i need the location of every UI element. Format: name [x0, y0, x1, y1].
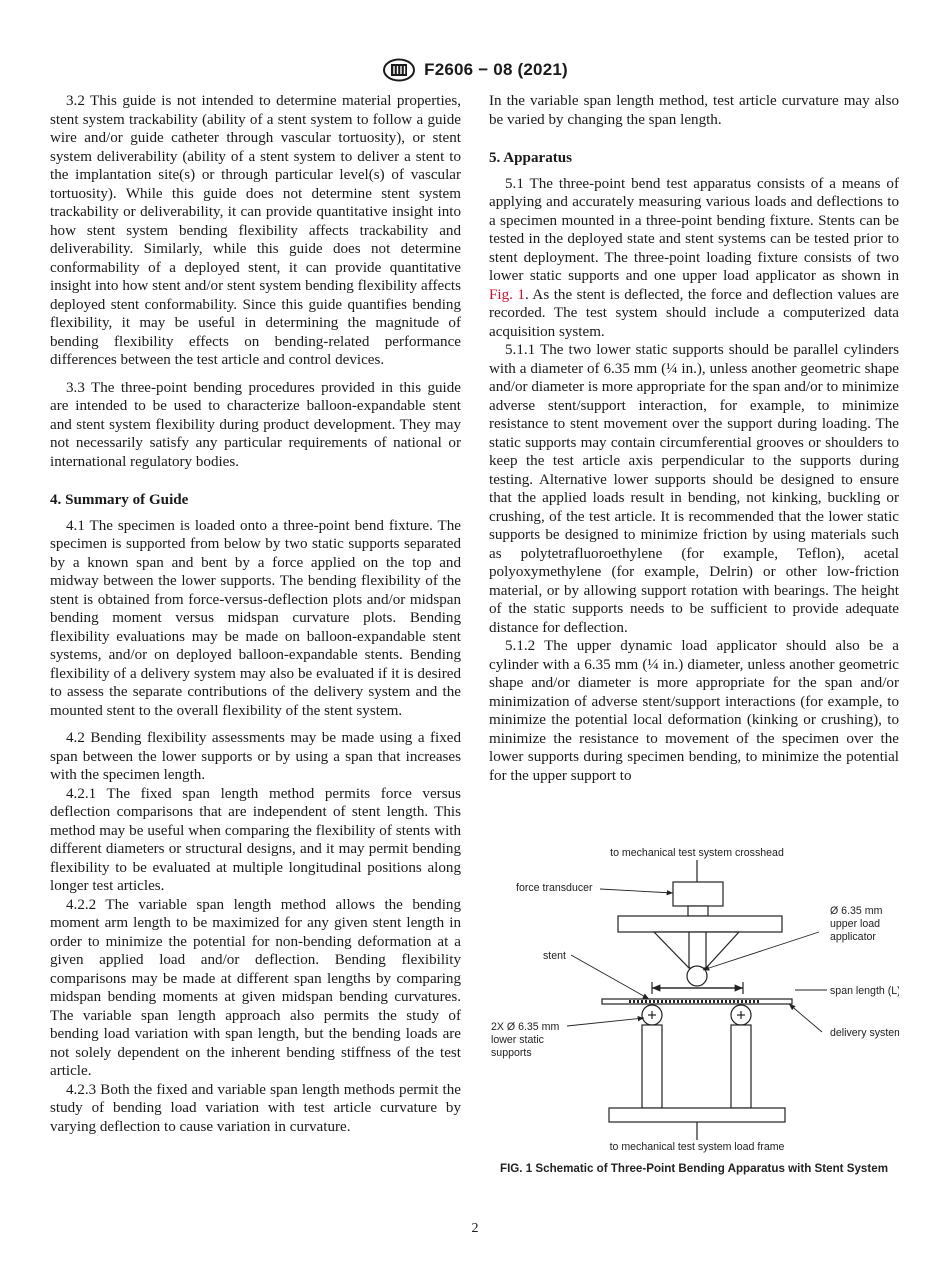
standard-designation: F2606 − 08 (2021)	[424, 60, 568, 79]
paragraph-4-2-1: 4.2.1 The fixed span length method permits force versus deflection comparisons that are independent of stent length. This method may be useful when comparing the flexibility of stents with different diameters or structural designs, and it may permit bending flexibility to be evaluated at multiple longitudinal positions along longer test articles.	[50, 785, 461, 894]
label-lower-diameter: 2X Ø 6.35 mm	[491, 1021, 560, 1033]
paragraph-3-2: 3.2 This guide is not intended to determine material properties, stent system trackability (ability of a stent system to follow a guide wire and/or guide catheter through vascular tortuosity), or stent system deliverability (ability of a stent system to deliver a stent to the implantation site(s) or through particular level(s) of vascular tortuosity). While this guide does not determine stent system trackability or deliverability, it can provide quantitative insight into how stent system bending flexibility affects trackability and deliverability. Similarly, while this guide does not determine conformability of a deployed stent, it can provide quantitative insight into how stent and/or stent system bending flexibility affects deployed stent conformability. Since this guide quantifies bending flexibility, it may be useful in determining the magnitude of bending flexibility effects on bending-related performance differences between the test article and control devices.	[50, 93, 461, 368]
paragraph-4-1: 4.1 The specimen is loaded onto a three-point bend fixture. The specimen is supported from below by two static supports separated by a known span and bent by a force applied on the top and midway between the lower supports. The bending flexibility of the stent is obtained from force-versus-deflection plots and/or midspan bending moment versus midspan curvature plots. Bending flexibility evaluations may be made on balloon-expandable stent systems, and/or on deployed balloon-expandable stents. Bending flexibility of a delivery system may also be evaluated if it is desired to assess the separate contributions of the delivery system and the mounted stent to the overall flexibility of the stent system.	[50, 517, 461, 719]
paragraph-continuation: In the variable span length method, test article curvature may also be varied by changing the span length.	[489, 93, 899, 128]
paragraph-4-2-3: 4.2.3 Both the fixed and variable span length methods permit the study of bending load variation with test article curvature by varying deflection to cause variation in curvature.	[50, 1081, 461, 1135]
left-column	[50, 92, 461, 1136]
section-heading-4: 4. Summary of Guide	[50, 492, 189, 508]
label-force-transducer: force transducer	[516, 882, 593, 894]
upper-load-applicator	[687, 966, 707, 986]
three-point-bending-diagram	[489, 842, 899, 1162]
figure-1-schematic	[489, 842, 899, 1162]
fig-1-link[interactable]: Fig. 1	[489, 286, 525, 303]
right-column	[489, 92, 899, 785]
top-plate	[618, 916, 782, 932]
force-transducer	[673, 882, 723, 906]
paragraph-5-1-text-a: 5.1 The three-point bend test apparatus consists of a means of applying and accurately measuring various loads and deflections to a specimen mounted in a three-point bending fixture. Stents can be tested in the deployed state and stent systems can be tested prior to stent deployment. The three-point loading fixture consists of two lower static supports and one upper load applicator as shown in	[489, 175, 899, 284]
label-delivery-system: delivery system	[830, 1027, 899, 1039]
paragraph-4-2-2: 4.2.2 The variable span length method allows the bending moment arm length to be maximized for any given stent length in order to minimize the potential for non-bending deformation at a given applied load and/or deflection. Bending flexibility comparisons may be made at different span lengths by comparing midspan bending moments at given midspan bending curvatures. The variable span length approach also permits the study of bending load variation with span length, but the bending loads are not solely dependent on the inherent bending stiffness of the test article.	[50, 896, 461, 1079]
label-supports: supports	[491, 1047, 532, 1059]
astm-logo-icon	[382, 58, 416, 82]
label-upper-applicator: applicator	[830, 931, 876, 943]
paragraph-3-3: 3.3 The three-point bending procedures provided in this guide are intended to be used to characterize balloon-expandable stent and stent system flexibility during product development. They may not necessarily satisfy any particular requirements of national or international regulatory bodies.	[50, 379, 461, 470]
label-span-length: span length (L)	[830, 985, 899, 997]
paragraph-4-2: 4.2 Bending flexibility assessments may be made using a fixed span between the lower supports or by using a span that increases with the specimen length.	[50, 730, 461, 783]
label-stent: stent	[543, 950, 566, 962]
section-heading-5: 5. Apparatus	[489, 150, 573, 166]
label-crosshead: to mechanical test system crosshead	[610, 847, 784, 859]
page-header	[0, 56, 950, 84]
base-plate	[609, 1108, 785, 1122]
page-number: 2	[471, 1221, 479, 1236]
right-post	[731, 1025, 751, 1108]
label-load-frame: to mechanical test system load frame	[609, 1141, 785, 1153]
paragraph-5-1-text-b: . As the stent is deflected, the force and deflection values are recorded. The test system should include a computerized data acquisition system.	[489, 286, 899, 340]
left-post	[642, 1025, 662, 1108]
label-upper-load: upper load	[830, 918, 881, 930]
paragraph-5-1	[489, 175, 899, 342]
paragraph-5-1-2: 5.1.2 The upper dynamic load applicator should also be a cylinder with a 6.35 mm (¼ in.) diameter, unless another geometric shape and/or diameter is more appropriate for the span and/or minimization of adverse stent/support interactions (for example, to minimize the potential local deformation (kinking or crushing), to minimize the resistance to movement of the specimen over the lower supports during specimen bending, to minimize the potential for the upper support to	[489, 638, 899, 784]
label-upper-diameter: Ø 6.35 mm	[830, 905, 883, 917]
paragraph-5-1-1: 5.1.1 The two lower static supports should be parallel cylinders with a diameter of 6.35 mm (¼ in.), unless another geometric shape and/or diameter is more appropriate for the span and/or to minimize adverse stent/support interaction, for example, to minimize resistance to stent movement over the support during loading. The static supports may contain circumferential grooves or shoulders to keep the test article axis perpendicular to the supports during testing. Alternative lower supports should be designed to ensure that the applied loads result in bending, not kinking, buckling or crushing, of the test article. It is recommended that the lower static supports be designed to minimize friction by using materials such as polytetrafluoroethylene (for example, Teflon), acetal polyoxymethylene (for example, Delrin) or other low-friction material, or by allowing support rotation with bearings. The height of the static supports needs to be sufficient to provide adequate distance for deflection.	[489, 342, 899, 636]
figure-1-caption: FIG. 1 Schematic of Three-Point Bending Apparatus with Stent System	[499, 1162, 889, 1175]
label-lower-static: lower static	[491, 1034, 544, 1046]
